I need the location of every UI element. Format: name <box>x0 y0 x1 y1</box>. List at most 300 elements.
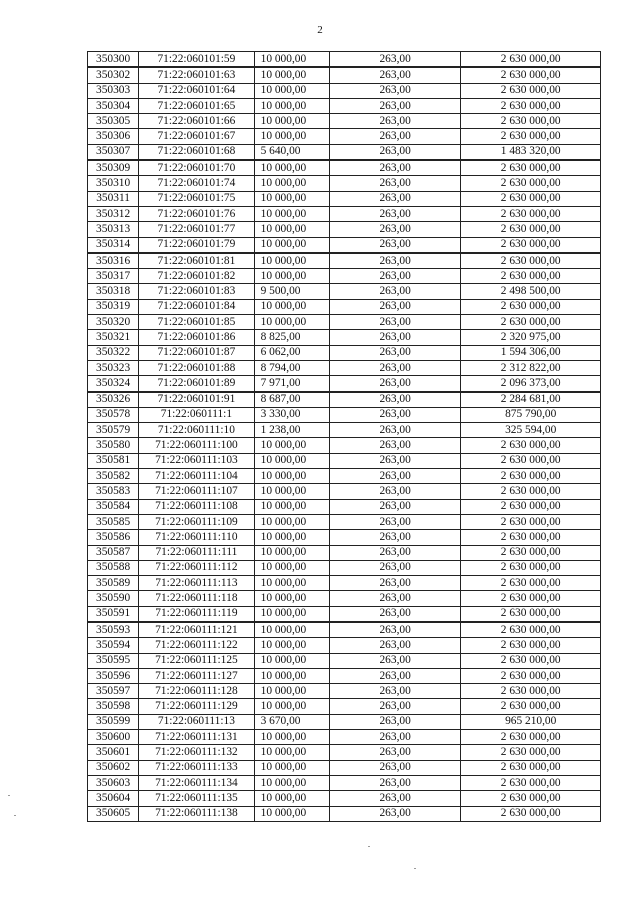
table-row <box>88 438 601 453</box>
cell-rate: 263,00 <box>329 423 461 438</box>
table-row <box>88 299 601 314</box>
cell-area: 10 000,00 <box>254 176 329 191</box>
cell-cadastral-number: 71:22:060101:84 <box>139 299 254 314</box>
cell-parcel-id: 350304 <box>88 98 139 113</box>
cell-cadastral-value: 2 630 000,00 <box>461 52 601 68</box>
table-row <box>88 576 601 591</box>
cell-cadastral-value: 2 630 000,00 <box>461 653 601 668</box>
table-row <box>88 760 601 775</box>
table-row <box>88 330 601 345</box>
cell-area: 10 000,00 <box>254 514 329 529</box>
cell-area: 10 000,00 <box>254 622 329 638</box>
cell-cadastral-value: 2 630 000,00 <box>461 160 601 176</box>
cell-cadastral-value: 2 630 000,00 <box>461 98 601 113</box>
cell-cadastral-value: 2 630 000,00 <box>461 622 601 638</box>
cell-rate: 263,00 <box>329 191 461 206</box>
cell-parcel-id: 350318 <box>88 284 139 299</box>
cell-parcel-id: 350590 <box>88 591 139 606</box>
cell-cadastral-number: 71:22:060101:82 <box>139 269 254 284</box>
cell-area: 10 000,00 <box>254 129 329 144</box>
cell-cadastral-value: 2 630 000,00 <box>461 684 601 699</box>
cell-rate: 263,00 <box>329 376 461 392</box>
cell-area: 10 000,00 <box>254 545 329 560</box>
cell-area: 10 000,00 <box>254 83 329 98</box>
cell-rate: 263,00 <box>329 392 461 408</box>
cell-cadastral-number: 71:22:060101:85 <box>139 315 254 330</box>
cell-cadastral-value: 2 630 000,00 <box>461 530 601 545</box>
cell-area: 1 238,00 <box>254 423 329 438</box>
cell-cadastral-number: 71:22:060111:134 <box>139 775 254 790</box>
cell-rate: 263,00 <box>329 114 461 129</box>
table-row <box>88 129 601 144</box>
table-row <box>88 376 601 392</box>
cell-parcel-id: 350307 <box>88 144 139 160</box>
cell-area: 10 000,00 <box>254 469 329 484</box>
cell-cadastral-value: 2 630 000,00 <box>461 453 601 468</box>
table-row <box>88 484 601 499</box>
cell-rate: 263,00 <box>329 499 461 514</box>
cell-area: 10 000,00 <box>254 206 329 221</box>
cell-rate: 263,00 <box>329 253 461 269</box>
cell-cadastral-number: 71:22:060111:118 <box>139 591 254 606</box>
cell-cadastral-number: 71:22:060111:107 <box>139 484 254 499</box>
cell-cadastral-number: 71:22:060101:65 <box>139 98 254 113</box>
cell-cadastral-value: 2 630 000,00 <box>461 668 601 683</box>
cell-parcel-id: 350302 <box>88 67 139 83</box>
cell-cadastral-number: 71:22:060101:67 <box>139 129 254 144</box>
cell-cadastral-number: 71:22:060111:111 <box>139 545 254 560</box>
cell-parcel-id: 350314 <box>88 237 139 253</box>
cell-cadastral-value: 2 630 000,00 <box>461 237 601 253</box>
page-number: 2 <box>317 24 323 36</box>
cell-area: 10 000,00 <box>254 560 329 575</box>
table-row <box>88 514 601 529</box>
cell-rate: 263,00 <box>329 345 461 360</box>
cell-cadastral-value: 2 630 000,00 <box>461 545 601 560</box>
cell-area: 10 000,00 <box>254 576 329 591</box>
cell-rate: 263,00 <box>329 775 461 790</box>
scan-artifact <box>8 795 10 796</box>
cell-cadastral-number: 71:22:060111:125 <box>139 653 254 668</box>
cell-rate: 263,00 <box>329 222 461 237</box>
cell-area: 10 000,00 <box>254 299 329 314</box>
cell-rate: 263,00 <box>329 760 461 775</box>
cell-area: 10 000,00 <box>254 806 329 821</box>
cell-cadastral-value: 2 630 000,00 <box>461 606 601 622</box>
cell-area: 10 000,00 <box>254 114 329 129</box>
table-row <box>88 360 601 375</box>
cell-area: 6 062,00 <box>254 345 329 360</box>
cell-cadastral-number: 71:22:060111:131 <box>139 730 254 745</box>
cell-rate: 263,00 <box>329 469 461 484</box>
cell-parcel-id: 350310 <box>88 176 139 191</box>
cell-parcel-id: 350309 <box>88 160 139 176</box>
cell-rate: 263,00 <box>329 144 461 160</box>
cell-cadastral-number: 71:22:060101:74 <box>139 176 254 191</box>
cell-cadastral-value: 2 630 000,00 <box>461 745 601 760</box>
cell-area: 10 000,00 <box>254 253 329 269</box>
table-row <box>88 714 601 729</box>
cell-area: 10 000,00 <box>254 52 329 68</box>
cell-parcel-id: 350588 <box>88 560 139 575</box>
cell-parcel-id: 350602 <box>88 760 139 775</box>
cell-cadastral-value: 2 498 500,00 <box>461 284 601 299</box>
cell-rate: 263,00 <box>329 299 461 314</box>
table-row <box>88 745 601 760</box>
cell-parcel-id: 350326 <box>88 392 139 408</box>
cell-cadastral-number: 71:22:060111:127 <box>139 668 254 683</box>
cell-cadastral-value: 2 630 000,00 <box>461 222 601 237</box>
cell-area: 8 825,00 <box>254 330 329 345</box>
cell-rate: 263,00 <box>329 530 461 545</box>
cell-cadastral-number: 71:22:060101:70 <box>139 160 254 176</box>
table-row <box>88 545 601 560</box>
cell-cadastral-number: 71:22:060111:138 <box>139 806 254 821</box>
cell-area: 10 000,00 <box>254 269 329 284</box>
cell-parcel-id: 350580 <box>88 438 139 453</box>
cell-parcel-id: 350319 <box>88 299 139 314</box>
scan-artifact <box>368 846 370 847</box>
cell-cadastral-value: 1 594 306,00 <box>461 345 601 360</box>
cell-area: 10 000,00 <box>254 499 329 514</box>
cell-cadastral-number: 71:22:060101:63 <box>139 67 254 83</box>
cell-parcel-id: 350317 <box>88 269 139 284</box>
cell-rate: 263,00 <box>329 237 461 253</box>
cell-parcel-id: 350591 <box>88 606 139 622</box>
cell-cadastral-number: 71:22:060111:13 <box>139 714 254 729</box>
cell-cadastral-value: 2 630 000,00 <box>461 514 601 529</box>
cell-cadastral-number: 71:22:060101:75 <box>139 191 254 206</box>
cell-parcel-id: 350584 <box>88 499 139 514</box>
cell-cadastral-number: 71:22:060101:66 <box>139 114 254 129</box>
cell-cadastral-number: 71:22:060111:132 <box>139 745 254 760</box>
cell-parcel-id: 350598 <box>88 699 139 714</box>
cell-cadastral-value: 2 630 000,00 <box>461 67 601 83</box>
table-row <box>88 730 601 745</box>
cell-area: 7 971,00 <box>254 376 329 392</box>
cell-area: 10 000,00 <box>254 684 329 699</box>
cell-parcel-id: 350324 <box>88 376 139 392</box>
cell-rate: 263,00 <box>329 514 461 529</box>
cell-cadastral-number: 71:22:060101:68 <box>139 144 254 160</box>
table-row <box>88 114 601 129</box>
cell-area: 10 000,00 <box>254 438 329 453</box>
table-row <box>88 67 601 83</box>
cell-parcel-id: 350600 <box>88 730 139 745</box>
cell-area: 10 000,00 <box>254 67 329 83</box>
cell-cadastral-number: 71:22:060101:89 <box>139 376 254 392</box>
cell-rate: 263,00 <box>329 67 461 83</box>
cell-cadastral-value: 2 630 000,00 <box>461 638 601 653</box>
cell-cadastral-value: 2 630 000,00 <box>461 499 601 514</box>
table-row <box>88 622 601 638</box>
cell-cadastral-number: 71:22:060111:1 <box>139 407 254 422</box>
cell-parcel-id: 350599 <box>88 714 139 729</box>
cell-cadastral-value: 2 630 000,00 <box>461 438 601 453</box>
cell-parcel-id: 350579 <box>88 423 139 438</box>
cell-cadastral-number: 71:22:060101:77 <box>139 222 254 237</box>
cell-parcel-id: 350593 <box>88 622 139 638</box>
cell-cadastral-value: 2 630 000,00 <box>461 269 601 284</box>
table-row <box>88 453 601 468</box>
cell-cadastral-number: 71:22:060111:133 <box>139 760 254 775</box>
cell-rate: 263,00 <box>329 315 461 330</box>
cell-cadastral-value: 875 790,00 <box>461 407 601 422</box>
parcel-table <box>87 51 601 822</box>
cell-rate: 263,00 <box>329 360 461 375</box>
table-row <box>88 638 601 653</box>
cell-area: 5 640,00 <box>254 144 329 160</box>
cell-rate: 263,00 <box>329 714 461 729</box>
cell-area: 10 000,00 <box>254 745 329 760</box>
cell-area: 10 000,00 <box>254 699 329 714</box>
cell-area: 8 794,00 <box>254 360 329 375</box>
cell-area: 10 000,00 <box>254 775 329 790</box>
cell-cadastral-number: 71:22:060111:121 <box>139 622 254 638</box>
cell-cadastral-value: 2 630 000,00 <box>461 299 601 314</box>
table-row <box>88 345 601 360</box>
cell-area: 10 000,00 <box>254 668 329 683</box>
table-row <box>88 499 601 514</box>
cell-area: 10 000,00 <box>254 453 329 468</box>
cell-cadastral-value: 2 630 000,00 <box>461 760 601 775</box>
cell-cadastral-value: 1 483 320,00 <box>461 144 601 160</box>
cell-area: 10 000,00 <box>254 98 329 113</box>
cell-cadastral-value: 2 630 000,00 <box>461 176 601 191</box>
cell-rate: 263,00 <box>329 484 461 499</box>
cell-cadastral-value: 2 630 000,00 <box>461 114 601 129</box>
cell-cadastral-value: 2 630 000,00 <box>461 315 601 330</box>
cell-rate: 263,00 <box>329 407 461 422</box>
cell-cadastral-number: 71:22:060111:129 <box>139 699 254 714</box>
cell-rate: 263,00 <box>329 806 461 821</box>
cell-rate: 263,00 <box>329 576 461 591</box>
cell-area: 10 000,00 <box>254 237 329 253</box>
cell-area: 10 000,00 <box>254 730 329 745</box>
cell-area: 10 000,00 <box>254 606 329 622</box>
cell-cadastral-value: 2 630 000,00 <box>461 129 601 144</box>
cell-parcel-id: 350322 <box>88 345 139 360</box>
table-row <box>88 284 601 299</box>
table-row <box>88 269 601 284</box>
table-row <box>88 253 601 269</box>
cell-cadastral-number: 71:22:060111:109 <box>139 514 254 529</box>
cell-parcel-id: 350323 <box>88 360 139 375</box>
table-row <box>88 423 601 438</box>
cell-parcel-id: 350595 <box>88 653 139 668</box>
parcel-table-body <box>88 52 601 822</box>
cell-parcel-id: 350585 <box>88 514 139 529</box>
cell-area: 3 330,00 <box>254 407 329 422</box>
table-row <box>88 606 601 622</box>
table-row <box>88 206 601 221</box>
cell-cadastral-number: 71:22:060111:100 <box>139 438 254 453</box>
cell-parcel-id: 350605 <box>88 806 139 821</box>
cell-rate: 263,00 <box>329 699 461 714</box>
cell-cadastral-value: 2 284 681,00 <box>461 392 601 408</box>
cell-cadastral-number: 71:22:060101:83 <box>139 284 254 299</box>
cell-area: 9 500,00 <box>254 284 329 299</box>
scan-artifact <box>414 868 416 869</box>
cell-rate: 263,00 <box>329 730 461 745</box>
cell-rate: 263,00 <box>329 606 461 622</box>
cell-rate: 263,00 <box>329 98 461 113</box>
cell-parcel-id: 350312 <box>88 206 139 221</box>
cell-cadastral-number: 71:22:060101:76 <box>139 206 254 221</box>
cell-cadastral-value: 2 630 000,00 <box>461 806 601 821</box>
cell-cadastral-value: 2 630 000,00 <box>461 730 601 745</box>
cell-parcel-id: 350300 <box>88 52 139 68</box>
table-row <box>88 83 601 98</box>
cell-rate: 263,00 <box>329 791 461 806</box>
table-row <box>88 591 601 606</box>
cell-parcel-id: 350306 <box>88 129 139 144</box>
cell-rate: 263,00 <box>329 160 461 176</box>
cell-rate: 263,00 <box>329 668 461 683</box>
cell-rate: 263,00 <box>329 269 461 284</box>
cell-parcel-id: 350311 <box>88 191 139 206</box>
cell-parcel-id: 350578 <box>88 407 139 422</box>
cell-cadastral-value: 2 630 000,00 <box>461 469 601 484</box>
cell-rate: 263,00 <box>329 591 461 606</box>
cell-cadastral-value: 2 630 000,00 <box>461 253 601 269</box>
cell-rate: 263,00 <box>329 622 461 638</box>
table-row <box>88 52 601 68</box>
cell-parcel-id: 350587 <box>88 545 139 560</box>
cell-cadastral-value: 2 630 000,00 <box>461 83 601 98</box>
cell-parcel-id: 350303 <box>88 83 139 98</box>
table-row <box>88 144 601 160</box>
cell-parcel-id: 350305 <box>88 114 139 129</box>
cell-cadastral-value: 965 210,00 <box>461 714 601 729</box>
cell-area: 10 000,00 <box>254 530 329 545</box>
cell-cadastral-number: 71:22:060111:113 <box>139 576 254 591</box>
table-row <box>88 222 601 237</box>
cell-parcel-id: 350604 <box>88 791 139 806</box>
cell-cadastral-value: 2 320 975,00 <box>461 330 601 345</box>
table-row <box>88 699 601 714</box>
cell-rate: 263,00 <box>329 684 461 699</box>
cell-area: 10 000,00 <box>254 484 329 499</box>
table-row <box>88 668 601 683</box>
table-row <box>88 806 601 821</box>
table-row <box>88 469 601 484</box>
cell-area: 10 000,00 <box>254 191 329 206</box>
cell-parcel-id: 350586 <box>88 530 139 545</box>
cell-parcel-id: 350583 <box>88 484 139 499</box>
cell-rate: 263,00 <box>329 52 461 68</box>
cell-area: 10 000,00 <box>254 653 329 668</box>
cell-parcel-id: 350316 <box>88 253 139 269</box>
cell-cadastral-number: 71:22:060111:108 <box>139 499 254 514</box>
cell-cadastral-value: 2 630 000,00 <box>461 484 601 499</box>
cell-parcel-id: 350594 <box>88 638 139 653</box>
cell-cadastral-number: 71:22:060111:103 <box>139 453 254 468</box>
cell-cadastral-value: 2 630 000,00 <box>461 591 601 606</box>
cell-cadastral-value: 2 312 822,00 <box>461 360 601 375</box>
cell-rate: 263,00 <box>329 206 461 221</box>
cell-cadastral-value: 2 630 000,00 <box>461 775 601 790</box>
table-row <box>88 98 601 113</box>
cell-area: 10 000,00 <box>254 591 329 606</box>
table-row <box>88 176 601 191</box>
table-row <box>88 407 601 422</box>
cell-area: 3 670,00 <box>254 714 329 729</box>
cell-cadastral-number: 71:22:060101:87 <box>139 345 254 360</box>
cell-rate: 263,00 <box>329 560 461 575</box>
cell-parcel-id: 350603 <box>88 775 139 790</box>
cell-parcel-id: 350581 <box>88 453 139 468</box>
cell-cadastral-number: 71:22:060111:112 <box>139 560 254 575</box>
cell-cadastral-number: 71:22:060111:122 <box>139 638 254 653</box>
cell-cadastral-value: 2 630 000,00 <box>461 206 601 221</box>
cell-cadastral-number: 71:22:060101:88 <box>139 360 254 375</box>
cell-cadastral-value: 2 630 000,00 <box>461 791 601 806</box>
cell-parcel-id: 350321 <box>88 330 139 345</box>
cell-rate: 263,00 <box>329 83 461 98</box>
cell-cadastral-value: 2 096 373,00 <box>461 376 601 392</box>
cell-cadastral-number: 71:22:060111:135 <box>139 791 254 806</box>
cell-cadastral-value: 2 630 000,00 <box>461 576 601 591</box>
cell-area: 10 000,00 <box>254 160 329 176</box>
cell-parcel-id: 350596 <box>88 668 139 683</box>
cell-rate: 263,00 <box>329 653 461 668</box>
cell-parcel-id: 350589 <box>88 576 139 591</box>
table-row <box>88 775 601 790</box>
cell-cadastral-number: 71:22:060101:79 <box>139 237 254 253</box>
cell-parcel-id: 350601 <box>88 745 139 760</box>
cell-rate: 263,00 <box>329 545 461 560</box>
cell-cadastral-number: 71:22:060111:128 <box>139 684 254 699</box>
cell-area: 10 000,00 <box>254 760 329 775</box>
cell-cadastral-number: 71:22:060101:59 <box>139 52 254 68</box>
table-row <box>88 684 601 699</box>
cell-cadastral-number: 71:22:060111:104 <box>139 469 254 484</box>
cell-cadastral-number: 71:22:060101:64 <box>139 83 254 98</box>
cell-rate: 263,00 <box>329 745 461 760</box>
table-row <box>88 315 601 330</box>
cell-rate: 263,00 <box>329 453 461 468</box>
table-row <box>88 237 601 253</box>
cell-cadastral-number: 71:22:060101:91 <box>139 392 254 408</box>
table-row <box>88 653 601 668</box>
cell-cadastral-value: 325 594,00 <box>461 423 601 438</box>
cell-cadastral-number: 71:22:060111:10 <box>139 423 254 438</box>
cell-cadastral-number: 71:22:060101:81 <box>139 253 254 269</box>
cell-cadastral-value: 2 630 000,00 <box>461 699 601 714</box>
cell-cadastral-number: 71:22:060111:119 <box>139 606 254 622</box>
cell-area: 10 000,00 <box>254 638 329 653</box>
cell-cadastral-value: 2 630 000,00 <box>461 191 601 206</box>
cell-area: 10 000,00 <box>254 791 329 806</box>
cell-area: 10 000,00 <box>254 222 329 237</box>
cell-parcel-id: 350597 <box>88 684 139 699</box>
cell-rate: 263,00 <box>329 638 461 653</box>
table-row <box>88 191 601 206</box>
cell-area: 8 687,00 <box>254 392 329 408</box>
cell-cadastral-number: 71:22:060101:86 <box>139 330 254 345</box>
scan-artifact <box>14 815 16 816</box>
table-row <box>88 791 601 806</box>
cell-rate: 263,00 <box>329 129 461 144</box>
cell-cadastral-value: 2 630 000,00 <box>461 560 601 575</box>
cell-cadastral-number: 71:22:060111:110 <box>139 530 254 545</box>
cell-rate: 263,00 <box>329 176 461 191</box>
table-row <box>88 560 601 575</box>
cell-rate: 263,00 <box>329 284 461 299</box>
table-row <box>88 392 601 408</box>
table-row <box>88 530 601 545</box>
